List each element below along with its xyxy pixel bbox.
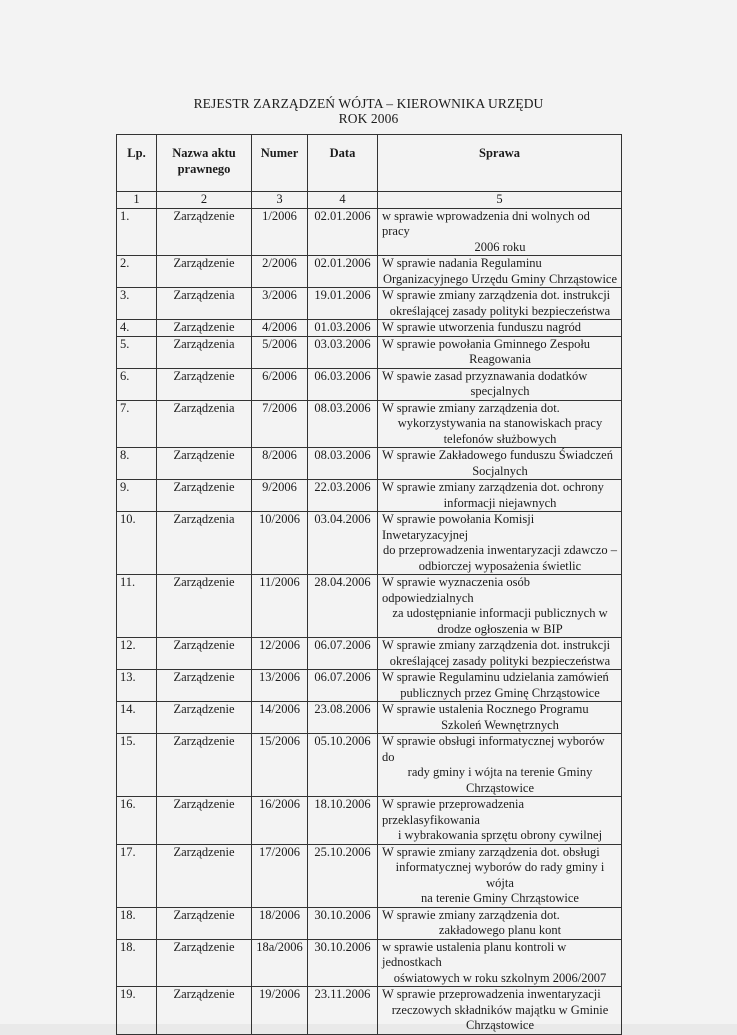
row-lp: 2. (117, 256, 157, 288)
row-lp: 9. (117, 480, 157, 512)
row-data: 23.08.2006 (308, 702, 378, 734)
row-numer: 17/2006 (252, 844, 308, 907)
row-sprawa (378, 368, 622, 400)
row-nazwa: Zarządzenie (157, 368, 252, 400)
sprawa-line: W sprawie zmiany zarządzenia dot. instrukcji (382, 288, 611, 302)
row-lp: 15. (117, 734, 157, 797)
row-nazwa: Zarządzenia (157, 336, 252, 368)
row-data: 25.10.2006 (308, 844, 378, 907)
sprawa-line: rady gminy i wójta na terenie Gminy (407, 765, 593, 779)
row-lp: 16. (117, 797, 157, 845)
sprawa-line: drodze ogłoszenia w BIP (437, 621, 563, 636)
row-data: 08.03.2006 (308, 448, 378, 480)
row-nazwa: Zarządzenie (157, 734, 252, 797)
sprawa-line: W sprawie powołania Gminnego Zespołu (382, 336, 591, 351)
row-numer: 3/2006 (252, 288, 308, 320)
sprawa-line: 2006 roku (474, 239, 526, 254)
column-number: 4 (308, 192, 378, 209)
row-nazwa: Zarządzenia (157, 512, 252, 575)
header-lp: Lp. (117, 135, 157, 192)
header-nazwa-line1: Nazwa aktu (172, 146, 236, 160)
row-lp: 8. (117, 448, 157, 480)
header-row (117, 135, 622, 192)
table-row (117, 638, 622, 670)
row-data: 03.03.2006 (308, 336, 378, 368)
sprawa-line: W sprawie utworzenia funduszu nagród (382, 320, 582, 334)
sprawa-line: W sprawie zmiany zarządzenia dot. (382, 400, 560, 415)
sprawa-line: za udostępnianie informacji publicznych w (392, 606, 608, 620)
row-sprawa (378, 336, 622, 368)
row-sprawa (378, 670, 622, 702)
row-lp: 1. (117, 208, 157, 256)
column-number-row (117, 192, 622, 209)
row-data: 30.10.2006 (308, 939, 378, 987)
table-row (117, 797, 622, 845)
row-numer: 18a/2006 (252, 939, 308, 987)
sprawa-line: W sprawie przeprowadzenia przeklasyfikowania (382, 797, 525, 827)
row-sprawa (378, 844, 622, 907)
row-data: 03.04.2006 (308, 512, 378, 575)
document-title: REJESTR ZARZĄDZEŃ WÓJTA – KIEROWNIKA URZĘDU (193, 96, 544, 111)
table-row (117, 734, 622, 797)
table-row (117, 844, 622, 907)
table-row (117, 400, 622, 448)
row-nazwa: Zarządzenie (157, 939, 252, 987)
row-sprawa (378, 512, 622, 575)
row-data: 06.07.2006 (308, 638, 378, 670)
row-sprawa (378, 208, 622, 256)
row-lp: 19. (117, 987, 157, 1035)
row-nazwa: Zarządzenie (157, 320, 252, 337)
row-numer: 15/2006 (252, 734, 308, 797)
table-row (117, 320, 622, 337)
sprawa-line: w sprawie wprowadzenia dni wolnych od pracy (382, 208, 590, 238)
header-data: Data (308, 135, 378, 192)
sprawa-line: W sprawie nadania Regulaminu (382, 256, 542, 270)
sprawa-line: W sprawie Zakładowego funduszu Świadczeń (382, 448, 613, 462)
row-nazwa: Zarządzenie (157, 987, 252, 1035)
row-numer: 11/2006 (252, 575, 308, 638)
sprawa-line: W sprawie powołania Komisji Inwetaryzacyjnej (382, 512, 535, 542)
sprawa-line: W sprawie ustalenia Rocznego Programu (382, 702, 589, 716)
sprawa-line: informacji niejawnych (443, 495, 557, 510)
table-row (117, 368, 622, 400)
row-sprawa (378, 987, 622, 1035)
sprawa-line: W sprawie zmiany zarządzenia dot. (382, 907, 560, 922)
table-row (117, 670, 622, 702)
row-nazwa: Zarządzenie (157, 480, 252, 512)
sprawa-line: i wybrakowania sprzętu obrony cywilnej (397, 828, 603, 842)
row-data: 06.07.2006 (308, 670, 378, 702)
table-row (117, 575, 622, 638)
column-number: 2 (157, 192, 252, 209)
row-lp: 14. (117, 702, 157, 734)
row-sprawa (378, 702, 622, 734)
row-sprawa (378, 288, 622, 320)
document-year: ROK 2006 (338, 111, 399, 126)
table-row (117, 448, 622, 480)
row-data: 19.01.2006 (308, 288, 378, 320)
sprawa-line: do przeprowadzenia inwentaryzacji zdawczo – (383, 543, 617, 557)
table-row (117, 987, 622, 1035)
row-lp: 18. (117, 907, 157, 939)
row-nazwa: Zarządzenie (157, 638, 252, 670)
table-row (117, 907, 622, 939)
sprawa-line: W sprawie wyznaczenia osób odpowiedzialnych (382, 575, 530, 605)
row-sprawa (378, 734, 622, 797)
sprawa-line: W sprawie zmiany zarządzenia dot. obsługi (382, 844, 600, 859)
row-sprawa (378, 256, 622, 288)
sprawa-line: W sprawie przeprowadzenia inwentaryzacji (382, 987, 601, 1001)
row-data: 08.03.2006 (308, 400, 378, 448)
table-row (117, 480, 622, 512)
row-data: 01.03.2006 (308, 320, 378, 337)
row-data: 02.01.2006 (308, 256, 378, 288)
column-number: 1 (117, 192, 157, 209)
row-sprawa (378, 400, 622, 448)
row-lp: 3. (117, 288, 157, 320)
sprawa-line: specjalnych (470, 384, 530, 398)
header-nazwa (157, 135, 252, 192)
row-lp: 18. (117, 939, 157, 987)
row-nazwa: Zarządzenie (157, 797, 252, 845)
table-row (117, 336, 622, 368)
sprawa-line: Szkoleń Wewnętrznych (441, 717, 559, 732)
register-table (116, 134, 622, 1035)
row-data: 22.03.2006 (308, 480, 378, 512)
column-number: 3 (252, 192, 308, 209)
sprawa-line: W spawie zasad przyznawania dodatków (382, 368, 588, 383)
row-data: 06.03.2006 (308, 368, 378, 400)
row-data: 18.10.2006 (308, 797, 378, 845)
row-data: 30.10.2006 (308, 907, 378, 939)
sprawa-line: W sprawie zmiany zarządzenia dot. instrukcji (382, 638, 611, 652)
row-nazwa: Zarządzenie (157, 575, 252, 638)
sprawa-line: odbiorczej wyposażenia świetlic (418, 558, 582, 573)
sprawa-line: wykorzystywania na stanowiskach pracy (397, 416, 603, 430)
table-row (117, 512, 622, 575)
sprawa-line: publicznych przez Gminę Chrząstowice (400, 685, 600, 700)
row-sprawa (378, 797, 622, 845)
row-lp: 7. (117, 400, 157, 448)
row-lp: 4. (117, 320, 157, 337)
row-numer: 12/2006 (252, 638, 308, 670)
row-lp: 17. (117, 844, 157, 907)
sprawa-line: określającej zasady polityki bezpieczeństwa (389, 303, 611, 318)
row-nazwa: Zarządzenie (157, 907, 252, 939)
row-lp: 10. (117, 512, 157, 575)
row-numer: 14/2006 (252, 702, 308, 734)
row-numer: 4/2006 (252, 320, 308, 337)
sprawa-line: Chrząstowice (465, 1018, 535, 1032)
row-lp: 5. (117, 336, 157, 368)
row-numer: 9/2006 (252, 480, 308, 512)
sprawa-line: Organizacyjnego Urzędu Gminy Chrząstowice (382, 271, 618, 286)
row-numer: 19/2006 (252, 987, 308, 1035)
row-data: 23.11.2006 (308, 987, 378, 1035)
header-numer: Numer (252, 135, 308, 192)
row-lp: 11. (117, 575, 157, 638)
table-row (117, 256, 622, 288)
row-lp: 13. (117, 670, 157, 702)
row-numer: 1/2006 (252, 208, 308, 256)
row-sprawa (378, 575, 622, 638)
sprawa-line: W sprawie zmiany zarządzenia dot. ochrony (382, 480, 604, 494)
header-sprawa: Sprawa (378, 135, 622, 192)
row-nazwa: Zarządzenia (157, 288, 252, 320)
row-nazwa: Zarządzenie (157, 702, 252, 734)
row-sprawa (378, 939, 622, 987)
sprawa-line: określającej zasady polityki bezpieczeństwa (389, 653, 611, 668)
row-nazwa: Zarządzenia (157, 400, 252, 448)
row-numer: 2/2006 (252, 256, 308, 288)
sprawa-line: Socjalnych (472, 463, 528, 478)
table-row (117, 208, 622, 256)
register-rows (117, 208, 622, 1034)
row-nazwa: Zarządzenie (157, 448, 252, 480)
row-numer: 13/2006 (252, 670, 308, 702)
row-data: 28.04.2006 (308, 575, 378, 638)
row-numer: 18/2006 (252, 907, 308, 939)
row-sprawa (378, 448, 622, 480)
sprawa-line: W sprawie obsługi informatycznej wyborów do (382, 734, 605, 764)
table-row (117, 702, 622, 734)
row-lp: 6. (117, 368, 157, 400)
row-sprawa (378, 907, 622, 939)
row-sprawa (378, 638, 622, 670)
row-nazwa: Zarządzenie (157, 256, 252, 288)
sprawa-line: rzeczowych składników majątku w Gminie (391, 1002, 609, 1017)
row-lp: 12. (117, 638, 157, 670)
row-numer: 10/2006 (252, 512, 308, 575)
row-data: 02.01.2006 (308, 208, 378, 256)
row-sprawa (378, 480, 622, 512)
row-sprawa (378, 320, 622, 337)
row-numer: 8/2006 (252, 448, 308, 480)
table-row (117, 288, 622, 320)
row-numer: 5/2006 (252, 336, 308, 368)
sprawa-line: Chrząstowice (465, 780, 535, 795)
column-number: 5 (378, 192, 622, 209)
table-row (117, 939, 622, 987)
row-data: 05.10.2006 (308, 734, 378, 797)
row-nazwa: Zarządzenie (157, 208, 252, 256)
sprawa-line: telefonów służbowych (443, 431, 557, 446)
header-nazwa-line2: prawnego (177, 162, 231, 176)
row-numer: 6/2006 (252, 368, 308, 400)
sprawa-line: informatycznej wyborów do rady gminy i wójta (395, 860, 605, 890)
row-numer: 7/2006 (252, 400, 308, 448)
sprawa-line: Reagowania (469, 352, 531, 366)
row-nazwa: Zarządzenie (157, 670, 252, 702)
sprawa-line: w sprawie ustalenia planu kontroli w jednostkach (382, 939, 567, 969)
row-numer: 16/2006 (252, 797, 308, 845)
sprawa-line: zakładowego planu kont (438, 923, 562, 937)
row-nazwa: Zarządzenie (157, 844, 252, 907)
sprawa-line: na terenie Gminy Chrząstowice (421, 891, 579, 905)
sprawa-line: oświatowych w roku szkolnym 2006/2007 (393, 970, 607, 985)
sprawa-line: W sprawie Regulaminu udzielania zamówień (382, 670, 609, 684)
